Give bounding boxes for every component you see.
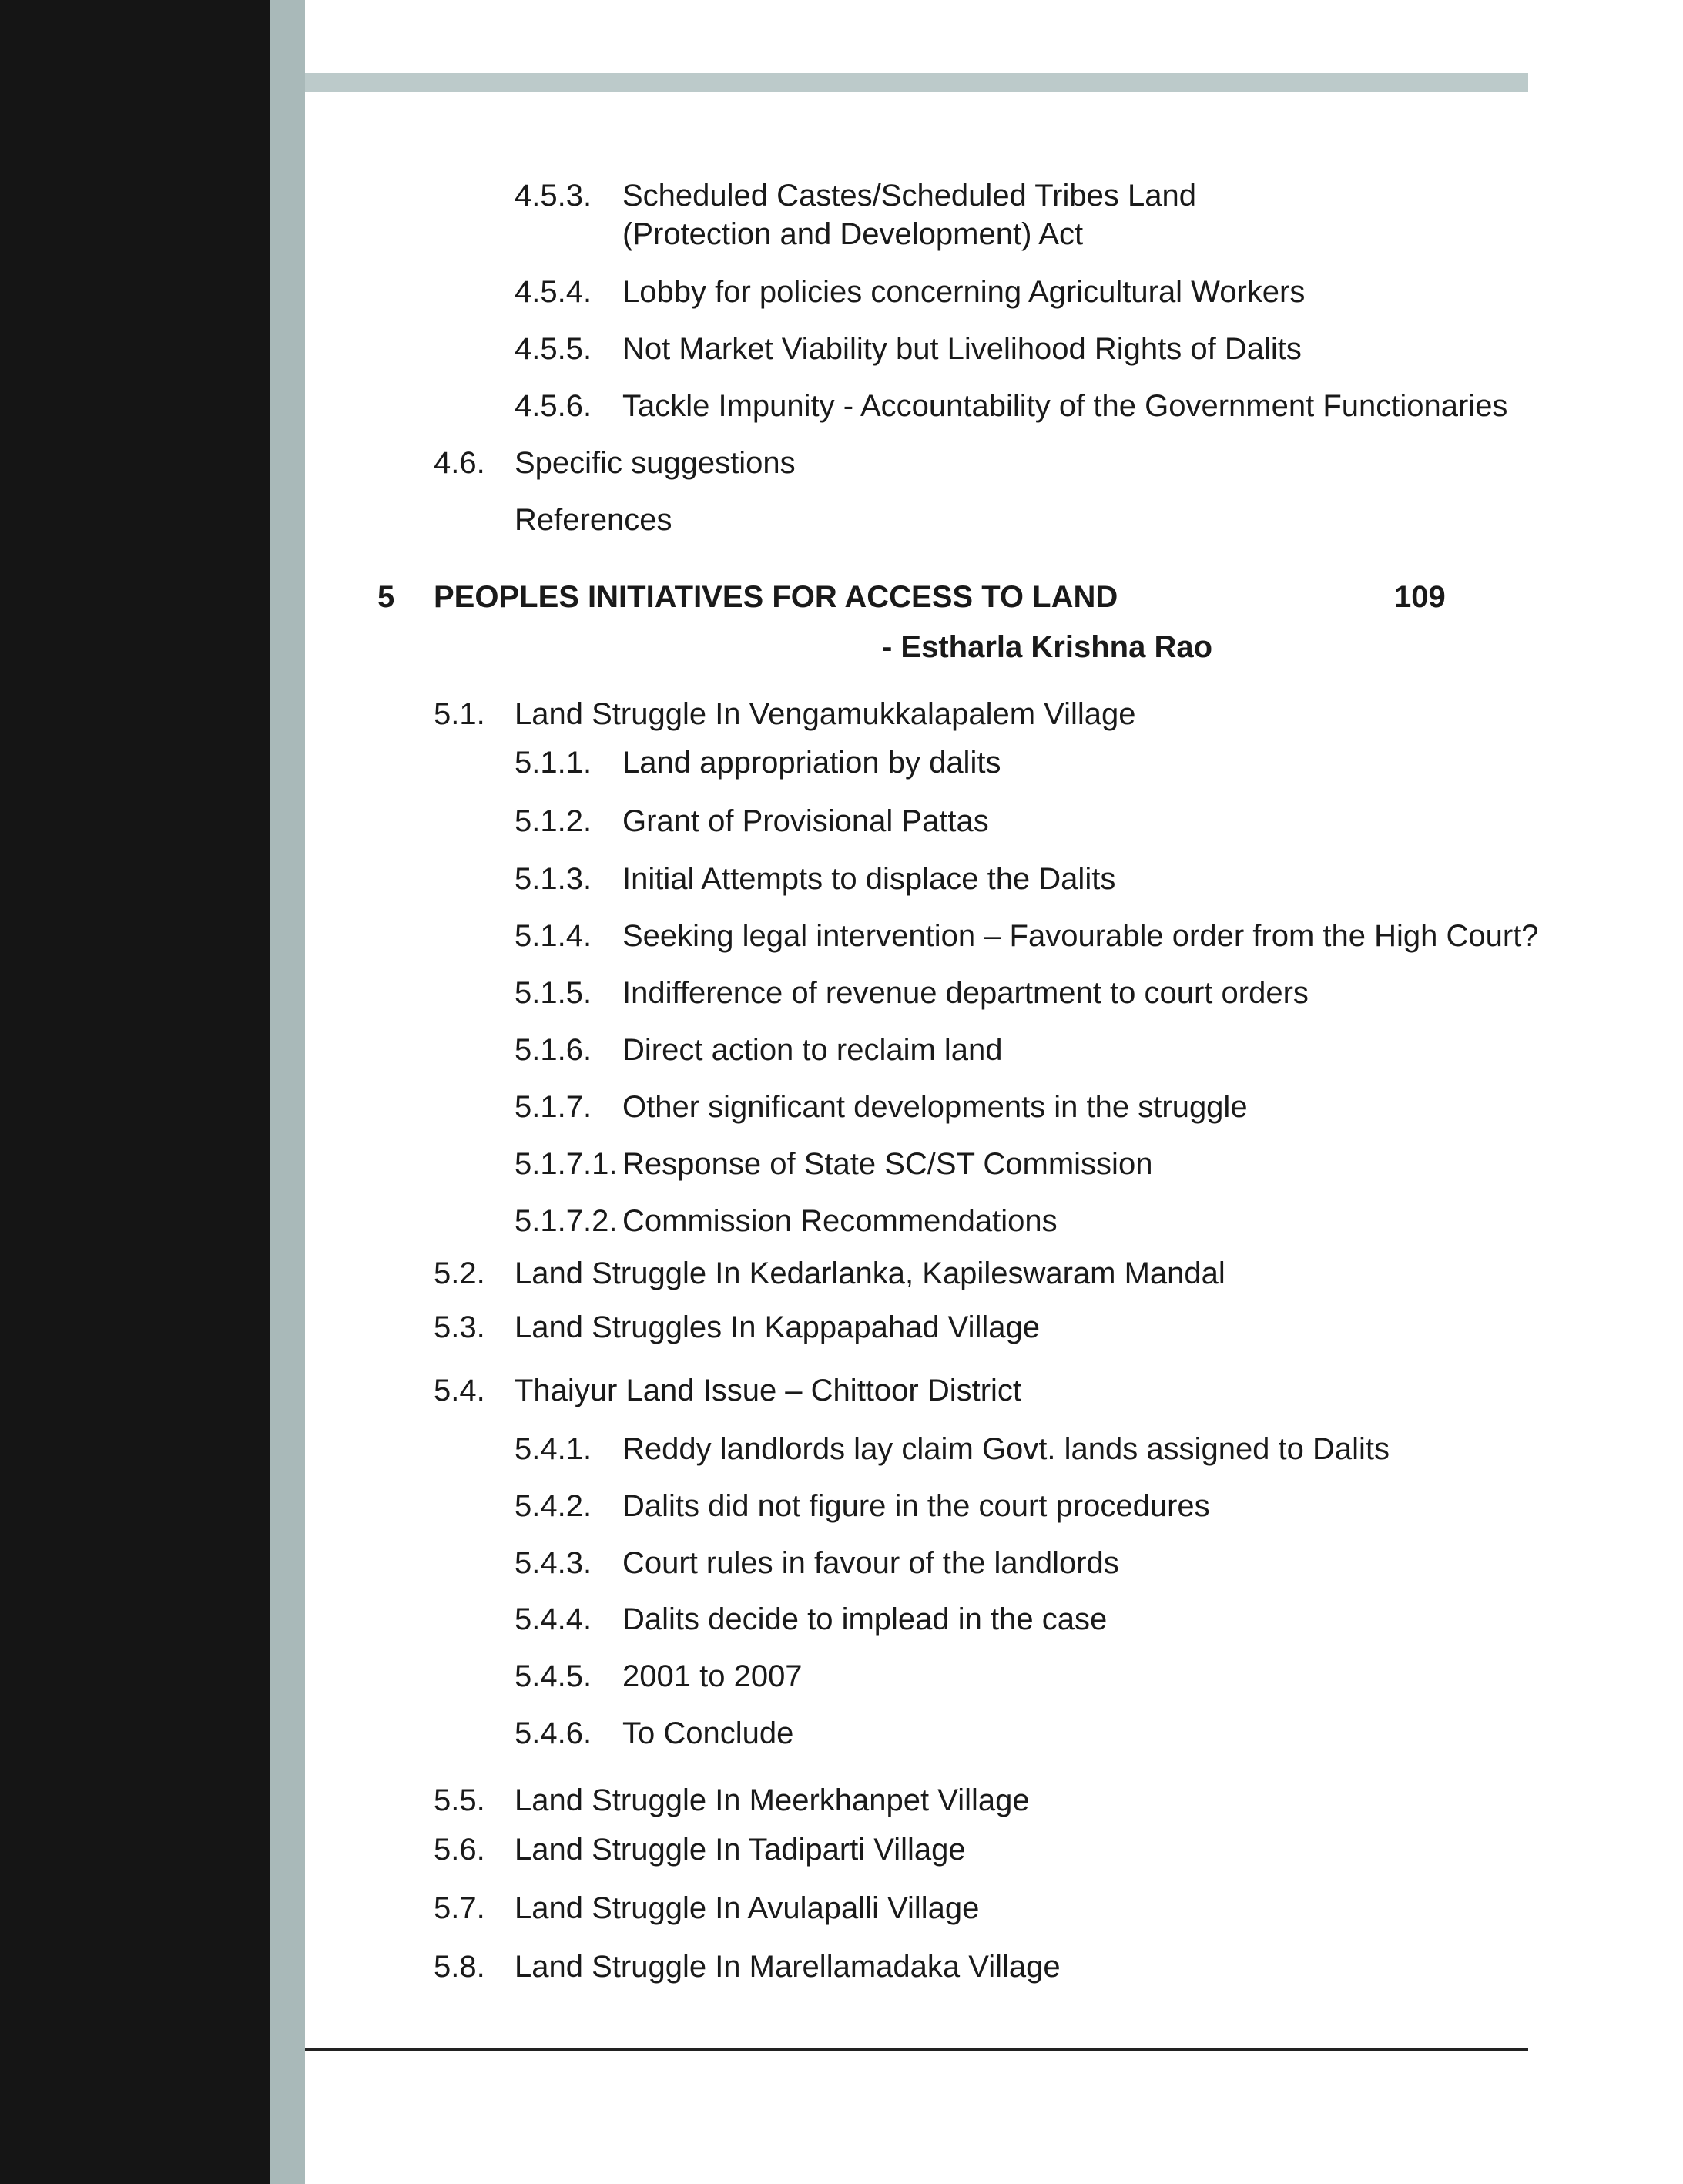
entry-title: Court rules in favour of the landlords	[622, 1546, 1119, 1580]
entry-number: 5.1.7.1.	[515, 1147, 618, 1181]
entry-number: 5.1.4.	[515, 919, 592, 953]
entry-number: 4.5.5.	[515, 332, 592, 366]
entry-number: 5.4.1.	[515, 1432, 592, 1466]
entry-number: 5.4.5.	[515, 1659, 592, 1693]
entry-number: 4.5.4.	[515, 275, 592, 309]
entry-number: 5.4.3.	[515, 1546, 592, 1580]
entry-title: Land Struggle In Marellamadaka Village	[515, 1950, 1061, 1984]
entry-title: Specific suggestions	[515, 446, 796, 480]
entry-title: Reddy landlords lay claim Govt. lands assigned to Dalits	[622, 1432, 1390, 1466]
entry-title: Seeking legal intervention – Favourable order from the High Court?	[622, 919, 1539, 953]
entry-number: 5.4.2.	[515, 1489, 592, 1523]
entry-title: Scheduled Castes/Scheduled Tribes Land	[622, 179, 1196, 213]
entry-number: 4.5.6.	[515, 389, 592, 423]
entry-title: Land Struggle In Avulapalli Village	[515, 1891, 980, 1925]
entry-title: References	[515, 503, 672, 537]
entry-title: Dalits did not figure in the court procedures	[622, 1489, 1210, 1523]
entry-title: Dalits decide to implead in the case	[622, 1602, 1108, 1636]
entry-number: 5.4.6.	[515, 1716, 592, 1750]
entry-title: Land Struggles In Kappapahad Village	[515, 1310, 1041, 1344]
entry-number: 5.4.4.	[515, 1602, 592, 1636]
entry-title: Grant of Provisional Pattas	[622, 804, 989, 838]
entry-title: Land Struggle In Meerkhanpet Village	[515, 1783, 1030, 1817]
left-grey-band	[270, 0, 305, 2184]
entry-title: Indifference of revenue department to court orders	[622, 976, 1309, 1010]
entry-number: 5.1.6.	[515, 1033, 592, 1067]
entry-number: 5.1.7.	[515, 1090, 592, 1124]
entry-title: Lobby for policies concerning Agricultural Workers	[622, 275, 1306, 309]
chapter-number: 5	[377, 580, 395, 614]
entry-number: 5.7.	[434, 1891, 485, 1925]
entry-number: 5.8.	[434, 1950, 485, 1984]
entry-number: 4.6.	[434, 446, 485, 480]
entry-number: 5.1.1.	[515, 746, 592, 780]
entry-number: 4.5.3.	[515, 179, 592, 213]
entry-number: 5.1.	[434, 697, 485, 731]
entry-title: Initial Attempts to displace the Dalits	[622, 862, 1116, 896]
chapter-page-number: 109	[1394, 580, 1446, 614]
entry-title: Land Struggle In Vengamukkalapalem Village	[515, 697, 1136, 731]
entry-number: 5.1.3.	[515, 862, 592, 896]
entry-number: 5.1.2.	[515, 804, 592, 838]
entry-title: Land Struggle In Kedarlanka, Kapileswaram Mandal	[515, 1256, 1225, 1290]
entry-title: Response of State SC/ST Commission	[622, 1147, 1153, 1181]
entry-title-continued: (Protection and Development) Act	[622, 217, 1084, 251]
entry-title: 2001 to 2007	[622, 1659, 803, 1693]
entry-title: Thaiyur Land Issue – Chittoor District	[515, 1374, 1022, 1407]
entry-number: 5.4.	[434, 1374, 485, 1407]
entry-number: 5.2.	[434, 1256, 485, 1290]
footer-rule	[305, 2048, 1528, 2051]
entry-title: To Conclude	[622, 1716, 794, 1750]
entry-number: 5.6.	[434, 1833, 485, 1867]
chapter-title: PEOPLES INITIATIVES FOR ACCESS TO LAND	[434, 580, 1118, 614]
header-rule	[305, 73, 1528, 92]
entry-title: Land Struggle In Tadiparti Village	[515, 1833, 966, 1867]
entry-title: Not Market Viability but Livelihood Rights of Dalits	[622, 332, 1302, 366]
entry-number: 5.3.	[434, 1310, 485, 1344]
entry-title: Land appropriation by dalits	[622, 746, 1001, 780]
entry-number: 5.1.5.	[515, 976, 592, 1010]
entry-title: Direct action to reclaim land	[622, 1033, 1003, 1067]
entry-title: Commission Recommendations	[622, 1204, 1058, 1238]
entry-number: 5.1.7.2.	[515, 1204, 618, 1238]
author-name: - Estharla Krishna Rao	[882, 630, 1213, 664]
entry-title: Other significant developments in the struggle	[622, 1090, 1248, 1124]
entry-title: Tackle Impunity - Accountability of the Government Functionaries	[622, 389, 1508, 423]
entry-number: 5.5.	[434, 1783, 485, 1817]
left-black-band	[0, 0, 270, 2184]
